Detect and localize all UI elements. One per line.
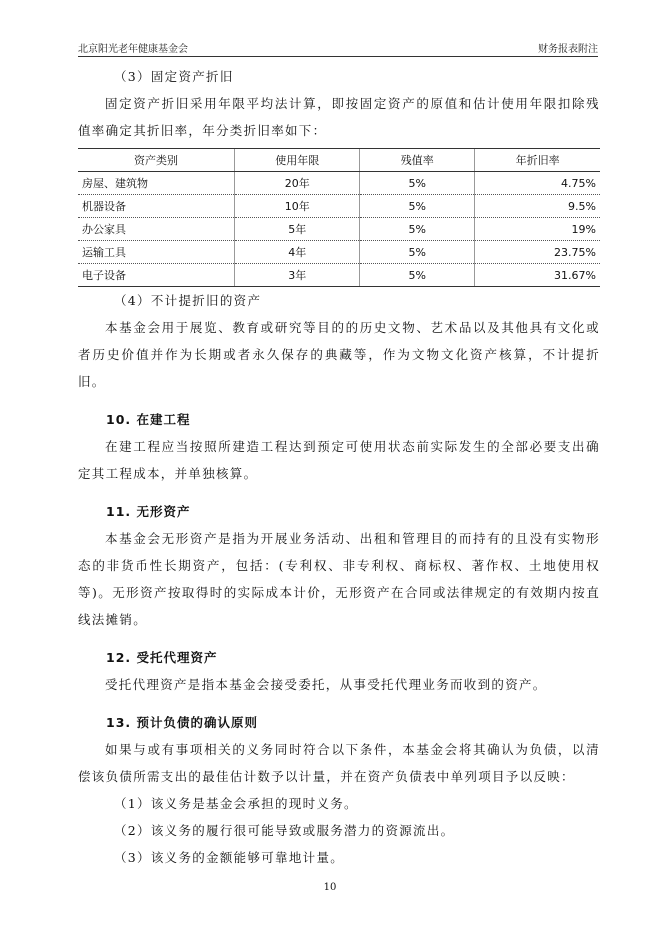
header-organization: 北京阳光老年健康基金会 — [78, 44, 188, 55]
section-10-paragraph: 在建工程应当按照所建造工程达到预定可使用状态前实际发生的全部必要支出确定其工程成本，并单独核算。 — [78, 439, 600, 481]
page-content — [78, 63, 600, 871]
table-cell: 9.5% — [475, 195, 600, 218]
section-3-title: （3）固定资产折旧 — [114, 69, 234, 84]
table-cell: 机器设备 — [78, 195, 235, 218]
section-12-paragraph: 受托代理资产是指本基金会接受委托，从事受托代理业务而收到的资产。 — [105, 677, 547, 692]
section-12-heading: 12. 受托代理资产 — [106, 650, 218, 665]
table-row — [78, 241, 600, 264]
table-cell: 19% — [475, 218, 600, 241]
col-header-asset-type: 资产类别 — [78, 149, 235, 172]
table-cell: 5% — [360, 218, 475, 241]
table-cell: 5% — [360, 264, 475, 287]
page-number: 10 — [323, 882, 337, 893]
section-13-item-1: （1）该义务是基金会承担的现时义务。 — [114, 796, 358, 811]
section-13-paragraph: 如果与或有事项相关的义务同时符合以下条件，本基金会将其确认为负债，以清偿该负债所需支出的最佳估计数予以计量，并在资产负债表中单列项目予以反映： — [78, 742, 600, 784]
table-cell: 电子设备 — [78, 264, 235, 287]
table-cell: 3年 — [235, 264, 360, 287]
section-10-heading: 10. 在建工程 — [106, 412, 191, 427]
section-4-paragraph: 本基金会用于展览、教育或研究等目的的历史文物、艺术品以及其他具有文化或者历史价值并作为长期或者永久保存的典藏等，作为文物文化资产核算，不计提折旧。 — [78, 320, 600, 389]
col-header-useful-life: 使用年限 — [235, 149, 360, 172]
table-row — [78, 264, 600, 287]
table-cell: 5年 — [235, 218, 360, 241]
table-cell: 5% — [360, 172, 475, 195]
section-3-paragraph: 固定资产折旧采用年限平均法计算，即按固定资产的原值和估计使用年限扣除残值率确定其折旧率，年分类折旧率如下： — [78, 96, 600, 138]
table-cell: 办公家具 — [78, 218, 235, 241]
table-header-row — [78, 149, 600, 172]
col-header-annual-rate: 年折旧率 — [475, 149, 600, 172]
section-11-heading: 11. 无形资产 — [106, 504, 191, 519]
table-cell: 房屋、建筑物 — [78, 172, 235, 195]
table-cell: 运输工具 — [78, 241, 235, 264]
table-row — [78, 218, 600, 241]
table-row — [78, 172, 600, 195]
table-cell: 5% — [360, 241, 475, 264]
depreciation-table — [78, 148, 600, 287]
header-section: 财务报表附注 — [538, 44, 598, 55]
section-4-title: （4）不计提折旧的资产 — [114, 293, 262, 308]
section-13-item-2: （2）该义务的履行很可能导致或服务潜力的资源流出。 — [114, 823, 455, 838]
table-cell: 10年 — [235, 195, 360, 218]
table-cell: 5% — [360, 195, 475, 218]
section-13-heading: 13. 预计负债的确认原则 — [106, 715, 258, 730]
col-header-residual-rate: 残值率 — [360, 149, 475, 172]
table-cell: 23.75% — [475, 241, 600, 264]
section-11-paragraph: 本基金会无形资产是指为开展业务活动、出租和管理目的而持有的且没有实物形态的非货币性长期资产，包括：(专利权、非专利权、商标权、著作权、土地使用权等)。无形资产按取得时的实际成本计价，无形资产在合同或法律规定的有效期内按直线法摊销。 — [78, 531, 600, 627]
table-cell: 4.75% — [475, 172, 600, 195]
section-13-item-3: （3）该义务的金额能够可靠地计量。 — [114, 850, 345, 865]
table-cell: 31.67% — [475, 264, 600, 287]
table-row — [78, 195, 600, 218]
page-header — [78, 40, 598, 57]
table-cell: 4年 — [235, 241, 360, 264]
table-cell: 20年 — [235, 172, 360, 195]
